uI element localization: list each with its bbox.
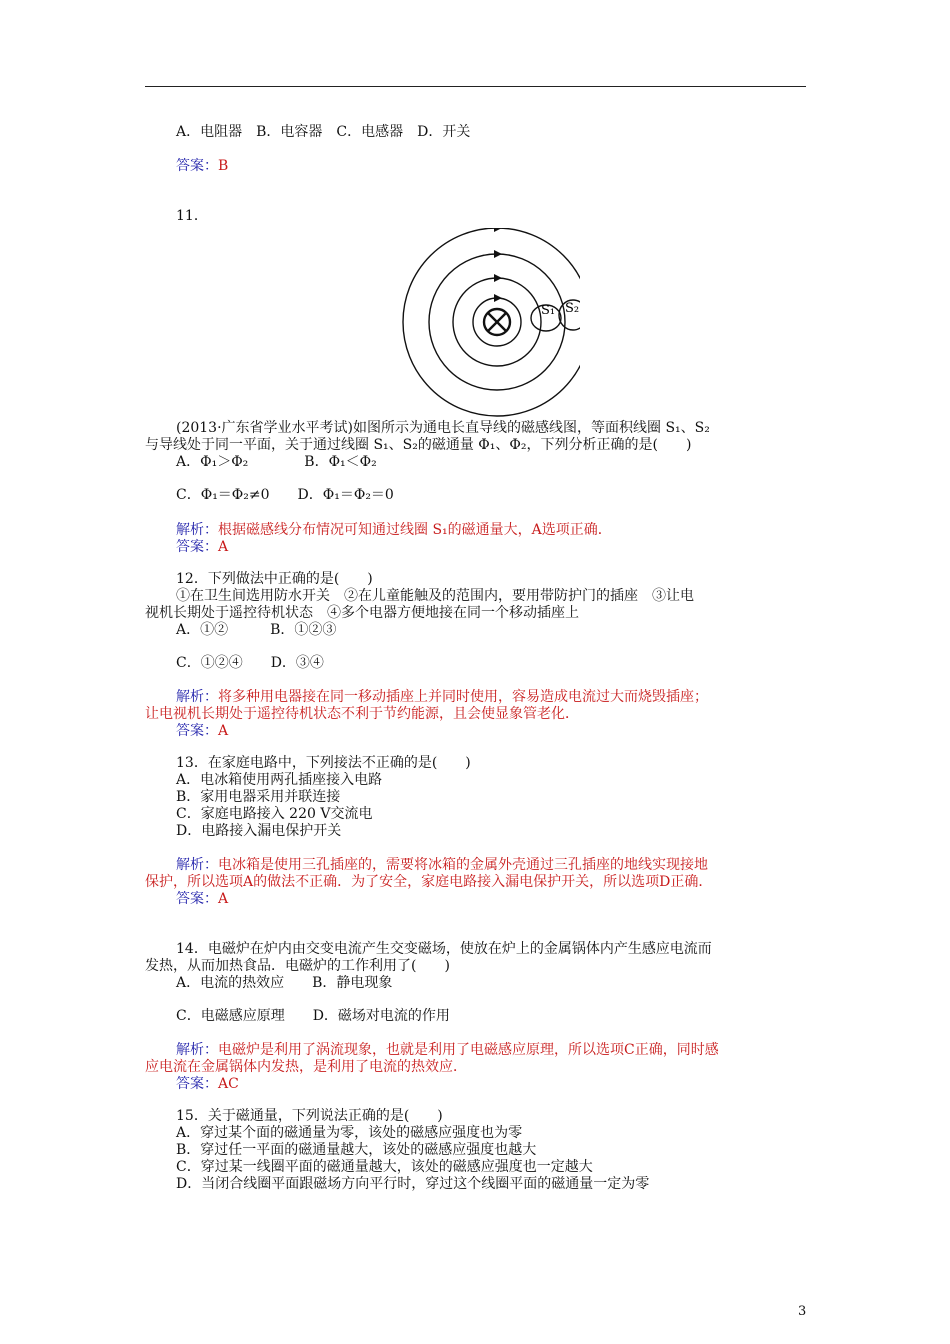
answer-label: 答案： [176, 158, 218, 174]
analysis-label: 解析： [176, 1042, 218, 1058]
q15-option-d: D．当闭合线圈平面跟磁场方向平行时，穿过这个线圈平面的磁通量一定为零 [176, 1176, 650, 1192]
q11-analysis [176, 522, 612, 539]
q14-analysis-line2: 应电流在金属锅体内发热，是利用了电流的热效应． [145, 1059, 467, 1075]
q14-options-1: A．电流的热效应 B．静电现象 [176, 975, 393, 991]
page-number: 3 [798, 1304, 807, 1319]
q14-options-2: C．电磁感应原理 D．磁场对电流的作用 [176, 1008, 450, 1024]
analysis-text: 根据磁感线分布情况可知通过线圈 S₁的磁通量大，A选项正确． [218, 522, 612, 538]
field-direction-arrows [494, 228, 502, 302]
answer-label: 答案： [176, 891, 218, 907]
q12-analysis-line1 [176, 689, 708, 706]
q13-option-a: A．电冰箱使用两孔插座接入电路 [176, 772, 383, 788]
q12-analysis-line2: 让电视机长期处于遥控待机状态不利于节约能源，且会使显象管老化． [145, 706, 579, 722]
q11-stem-line1: (2013·广东省学业水平考试)如图所示为通电长直导线的磁感线图，等面积线圈 S₁、S₂ [176, 420, 710, 436]
analysis-label: 解析： [176, 522, 218, 538]
q12-options-1: A．①② B．①②③ [176, 622, 337, 638]
q14-answer [176, 1076, 239, 1093]
answer-label: 答案： [176, 1076, 218, 1092]
q12-answer [176, 723, 228, 740]
q14-stem-line1: 14．电磁炉在炉内由交变电流产生交变磁场，使放在炉上的金属锅体内产生感应电流而 [176, 941, 712, 957]
analysis-text: 电磁炉是利用了涡流现象，也就是利用了电磁感应原理，所以选项C正确，同时感 [218, 1042, 719, 1058]
q12-items-line2: 视机长期处于遥控待机状态 ④多个电器方便地接在同一个移动插座上 [145, 605, 579, 621]
q10-options: A．电阻器 B．电容器 C．电感器 D．开关 [176, 124, 471, 140]
q13-stem: 13．在家庭电路中，下列接法不正确的是( ) [176, 755, 471, 771]
q11-stem-line2: 与导线处于同一平面，关于通过线圈 S₁、S₂的磁通量 Φ₁、Φ₂，下列分析正确的是( ) [145, 437, 692, 453]
q13-analysis-line1 [176, 857, 708, 874]
header-rule [145, 86, 806, 87]
analysis-label: 解析： [176, 689, 218, 705]
analysis-text: 将多种用电器接在同一移动插座上并同时使用，容易造成电流过大而烧毁插座； [218, 689, 708, 705]
q11-options-2: C．Φ₁＝Φ₂≠0 D．Φ₁＝Φ₂＝0 [176, 487, 394, 503]
analysis-text: 电冰箱是使用三孔插座的，需要将冰箱的金属外壳通过三孔插座的地线实现接地 [218, 857, 708, 873]
analysis-label: 解析： [176, 857, 218, 873]
q13-answer [176, 891, 228, 908]
label-s1: S₁ [541, 303, 556, 318]
q13-option-b: B．家用电器采用并联连接 [176, 789, 341, 805]
magnetic-field-diagram [370, 228, 580, 418]
answer-value: AC [218, 1076, 239, 1092]
q14-stem-line2: 发热，从而加热食品．电磁炉的工作利用了( ) [145, 958, 450, 974]
q12-options-2: C．①②④ D．③④ [176, 655, 324, 671]
q15-option-b: B．穿过任一平面的磁通量越大，该处的磁感应强度也越大 [176, 1142, 537, 1158]
answer-value: A [218, 539, 229, 555]
q13-analysis-line2: 保护，所以选项A的做法不正确．为了安全，家庭电路接入漏电保护开关，所以选项D正确． [145, 874, 713, 890]
answer-value: B [218, 158, 229, 174]
answer-label: 答案： [176, 723, 218, 739]
q15-option-a: A．穿过某个面的磁通量为零，该处的磁感应强度也为零 [176, 1125, 523, 1141]
q15-option-c: C．穿过某一线圈平面的磁通量越大，该处的磁感应强度也一定越大 [176, 1159, 593, 1175]
q13-option-d: D．电路接入漏电保护开关 [176, 823, 342, 839]
answer-label: 答案： [176, 539, 218, 555]
q12-items-line1: ①在卫生间选用防水开关 ②在儿童能触及的范围内，要用带防护门的插座 ③让电 [176, 588, 694, 604]
q15-stem: 15．关于磁通量，下列说法正确的是( ) [176, 1108, 443, 1124]
q11-number: 11． [176, 208, 208, 224]
answer-value: A [218, 891, 229, 907]
q12-stem: 12．下列做法中正确的是( ) [176, 571, 373, 587]
q11-options-1: A．Φ₁＞Φ₂ B．Φ₁＜Φ₂ [176, 454, 377, 470]
q14-analysis-line1 [176, 1042, 719, 1059]
q10-answer [176, 158, 228, 175]
label-s2: S₂ [565, 301, 580, 316]
q13-option-c: C．家庭电路接入 220 V交流电 [176, 806, 373, 822]
q11-answer [176, 539, 228, 556]
answer-value: A [218, 723, 229, 739]
